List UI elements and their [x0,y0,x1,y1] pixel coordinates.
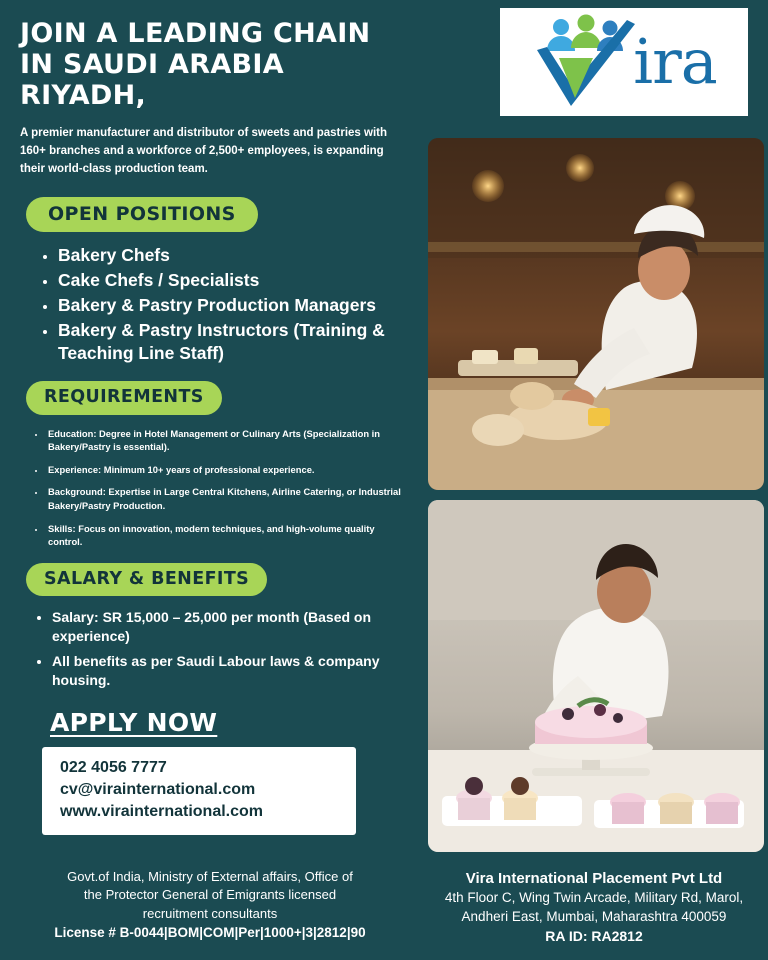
photo-illustration-bottom [428,500,764,852]
list-item: • Skills: Focus on innovation, modern techniques, and high-volume quality control. [46,522,406,549]
salary-benefits-badge: SALARY & BENEFITS [26,563,267,597]
license-disclaimer [0,868,420,940]
intro-paragraph: A premier manufacturer and distributor of sweets and pastries with 160+ branches and a workforce of 2,500+ employees, is expanding their world-class production team. [20,127,388,175]
list-item: • All benefits as per Saudi Labour laws & company housing. [52,652,406,690]
right-media-column [420,0,768,960]
contact-website[interactable]: www.virainternational.com [60,803,264,821]
contact-phone[interactable]: 022 4056 7777 [60,758,167,776]
photo-illustration-top [428,138,764,490]
license-line-1: Govt.of India, Ministry of External affairs, Office of [67,869,353,884]
contact-details-box [42,747,356,835]
company-address-line-1: 4th Floor C, Wing Twin Arcade, Military Rd, Marol, [444,890,744,905]
company-logo [500,8,748,116]
requirements-header [26,381,406,415]
list-item: • Education: Degree in Hotel Management or Culinary Arts (Specialization in Bakery/Pastry is essential). [46,427,406,454]
company-address-line-2: Andheri East, Mumbai, Maharashtra 400059 [461,908,727,924]
logo-inner [531,14,716,110]
open-positions-header [26,197,406,232]
requirements-badge: REQUIREMENTS [26,381,222,415]
requirements-list [46,427,406,549]
open-positions-badge: OPEN POSITIONS [26,197,258,232]
list-item: • Experience: Minimum 10+ years of professional experience. [46,463,406,477]
list-item: • Bakery Chefs [58,244,406,267]
license-line-3: recruitment consultants [142,905,278,921]
list-item: • Background: Expertise in Large Central Kitchens, Airline Catering, or Industrial Bakery/Pastry Production. [46,485,406,512]
apply-now-heading: APPLY NOW [50,707,218,737]
salary-benefits-list [52,608,406,690]
company-footer [420,870,768,944]
company-ra-id: RA ID: RA2812 [545,928,643,945]
list-item: • Bakery & Pastry Instructors (Training & Teaching Line Staff) [58,319,406,365]
baker-shaping-dough-photo [428,138,764,490]
list-item: • Bakery & Pastry Production Managers [58,294,406,317]
page-title: JOIN A LEADING CHAIN IN SAUDI ARABIA RIYADH, [20,18,371,112]
contact-email[interactable]: cv@virainternational.com [60,781,256,799]
logo-wordmark: ira [633,24,717,98]
license-line-2: the Protector General of Emigrants licensed [83,887,337,903]
list-item: • Salary: SR 15,000 – 25,000 per month (Based on experience) [52,608,406,646]
company-name: Vira International Placement Pvt Ltd [465,870,723,887]
license-number: License # B-0044|BOM|COM|Per|1000+|3|2812|90 [54,925,366,941]
salary-benefits-header [26,563,406,597]
vira-people-checkmark-icon [531,14,639,110]
open-positions-list [58,244,406,365]
pastry-chef-decorating-cake-photo [428,500,764,852]
list-item: • Cake Chefs / Specialists [58,269,406,292]
